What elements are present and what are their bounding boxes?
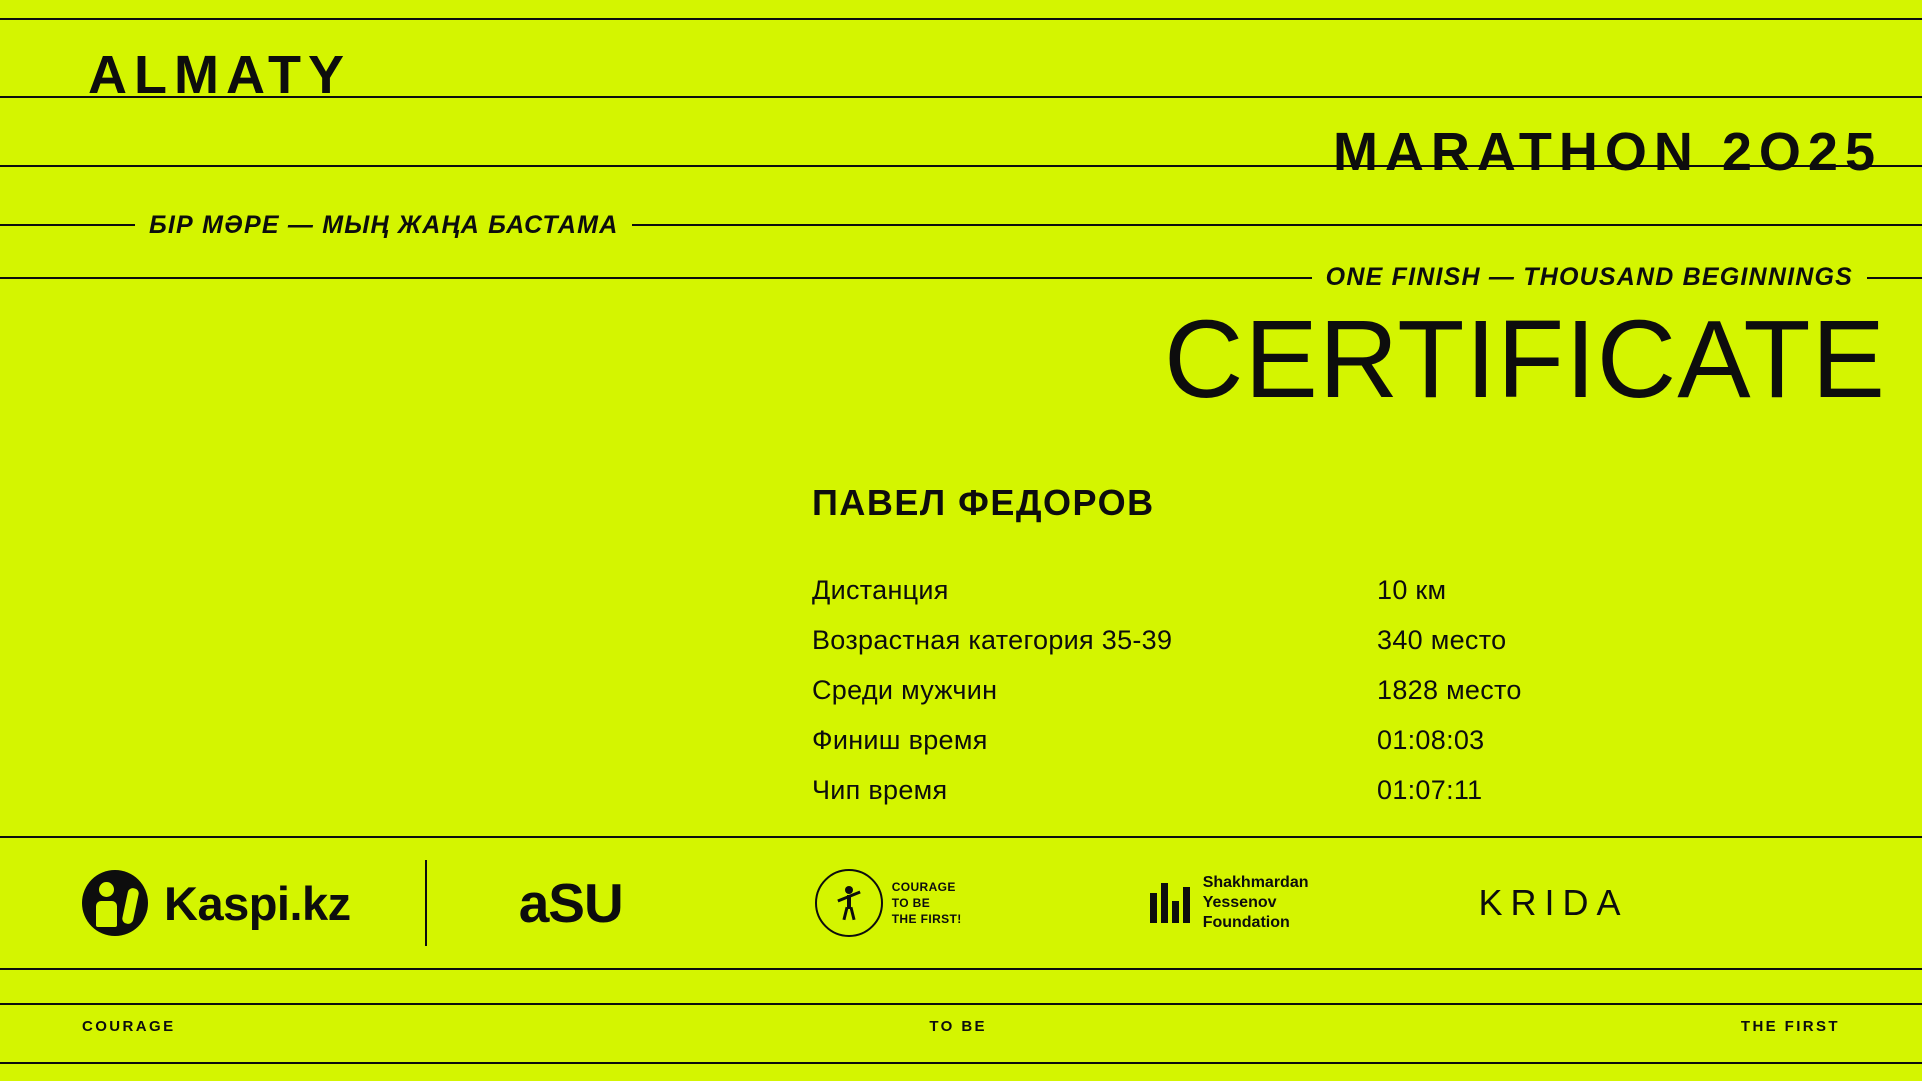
result-value: 01:07:11 <box>1377 775 1483 805</box>
footer-left: COURAGE <box>82 1018 176 1035</box>
result-label: Возрастная категория 35-39 <box>812 625 1173 655</box>
result-label: Дистанция <box>812 575 949 605</box>
sponsor-divider <box>425 860 427 946</box>
result-value: 10 км <box>1377 575 1447 605</box>
courage-fund-icon <box>815 869 883 937</box>
sponsor-courage <box>815 869 962 937</box>
table-row <box>812 675 1632 725</box>
sponsor-asu-label: aSU <box>518 872 623 934</box>
result-value: 1828 место <box>1377 675 1522 705</box>
courage-line-3: THE FIRST! <box>891 912 962 927</box>
sponsor-kaspi-label: Kaspi.kz <box>164 876 351 930</box>
result-label: Финиш время <box>812 725 988 755</box>
table-row <box>812 725 1632 775</box>
event-title: MARATHON 2O25 <box>1332 122 1882 182</box>
table-row <box>812 625 1632 675</box>
result-value: 01:08:03 <box>1377 725 1485 755</box>
footer-center: TO BE <box>929 1018 987 1035</box>
result-value: 340 место <box>1377 625 1507 655</box>
shakhmardan-line-3: Foundation <box>1202 914 1290 931</box>
divider-line-1 <box>0 18 1922 20</box>
table-row <box>812 775 1632 825</box>
divider-line-9 <box>0 1062 1922 1064</box>
divider-line-7 <box>0 968 1922 970</box>
sponsor-kaspi <box>82 870 351 936</box>
sponsor-krida-label: KRIDA <box>1478 882 1629 923</box>
page-title: CERTIFICATE <box>1164 298 1886 421</box>
footer-right: THE FIRST <box>1740 1018 1840 1035</box>
result-label: Чип время <box>812 775 948 805</box>
courage-line-1: COURAGE <box>891 879 956 894</box>
result-label: Среди мужчин <box>812 675 998 705</box>
sponsor-bar <box>0 838 1922 968</box>
courage-line-2: TO BE <box>891 895 931 910</box>
table-row <box>812 575 1632 625</box>
city-title: ALMATY <box>88 45 351 105</box>
slogan-english: ONE FINISH — THOUSAND BEGINNINGS <box>1312 265 1867 290</box>
results-table <box>812 575 1632 825</box>
kaspi-logo-icon <box>82 870 148 936</box>
slogan-kazakh: БІР МӘРЕ — МЫҢ ЖАҢА БАСТАМА <box>135 213 632 238</box>
yessenov-foundation-icon <box>1150 883 1190 923</box>
shakhmardan-line-1: Shakhmardan <box>1202 874 1309 891</box>
shakhmardan-line-2: Yessenov <box>1202 894 1277 911</box>
sponsor-courage-label <box>892 879 962 928</box>
sponsor-shakhmardan-label <box>1203 873 1309 933</box>
athlete-name: ПАВЕЛ ФЕДОРОВ <box>812 482 1155 523</box>
divider-line-8 <box>0 1003 1922 1005</box>
sponsor-shakhmardan <box>1150 873 1309 933</box>
footer <box>0 1018 1922 1035</box>
